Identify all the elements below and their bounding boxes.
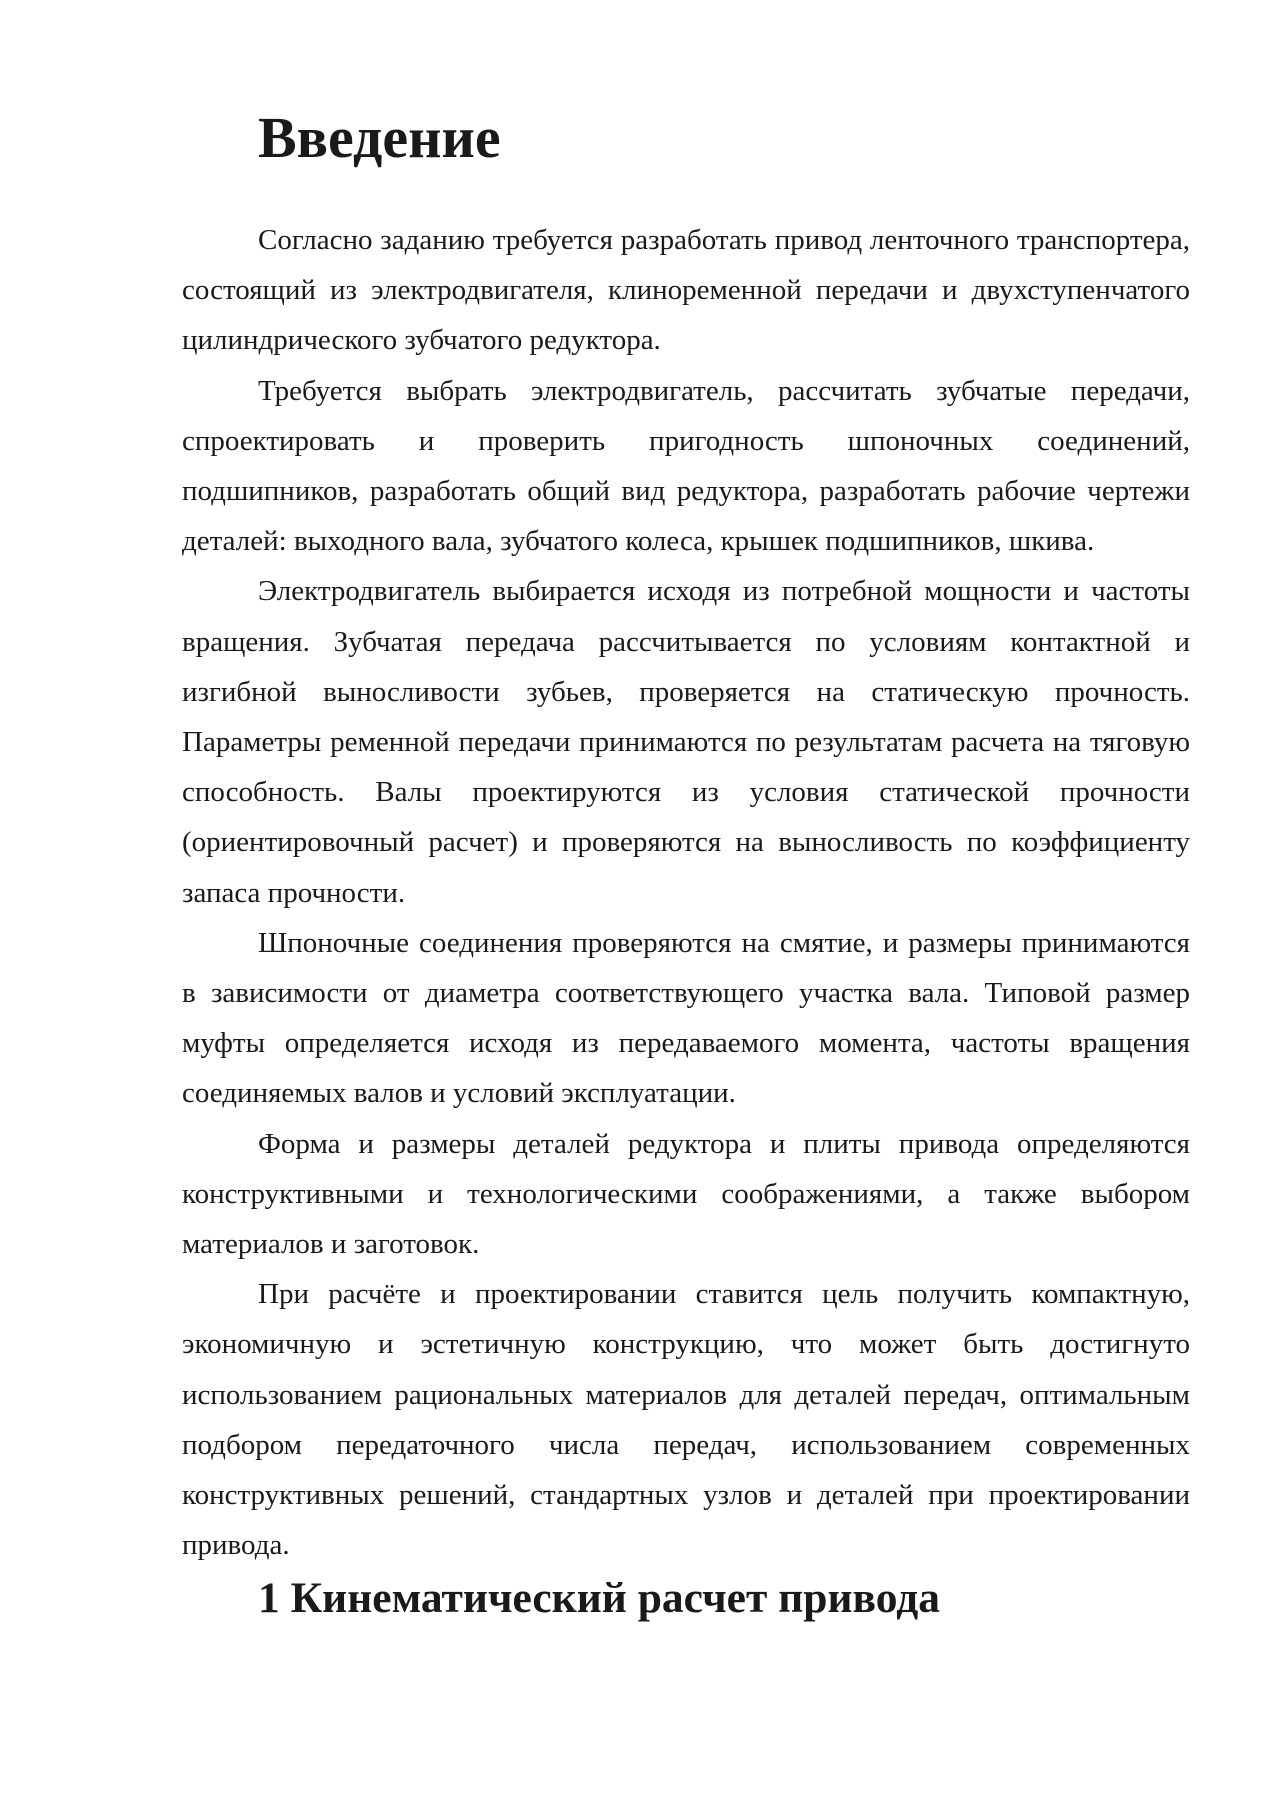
intro-heading: Введение — [258, 105, 501, 170]
paragraph-motor-selection: Электродвигатель выбирается исходя из потребной мощности и частоты вращения. Зубчатая передача рассчитывается по условиям контактной и изгибной выносливости зубьев, проверяется на статическую прочность. Параметры ременной передачи принимаются по результатам расчета на тяговую способность. Валы проектируются из условия статической прочности (ориентировочный расчет) и проверяются на выносливость по коэффициенту запаса прочности. — [182, 575, 1190, 909]
document-body — [182, 105, 1190, 1623]
paragraph-design-goal: При расчёте и проектировании ставится цель получить компактную, экономичную и эстетичную конструкцию, что может быть достигнуто использованием рациональных материалов для деталей передач, оптимальным подбором передаточного числа передач, использованием современных конструктивных решений, стандартных узлов и деталей при проектировании привода. — [182, 1278, 1190, 1562]
paragraph-keyed-joints: Шпоночные соединения проверяются на смятие, и размеры принимаются в зависимости от диаметра соответствующего участка вала. Типовой размер муфты определяется исходя из передаваемого момента, частоты вращения соединяемых валов и условий эксплуатации. — [182, 926, 1190, 1110]
section-heading-kinematic: 1 Кинематический расчет привода — [258, 1574, 940, 1623]
paragraph-requirements: Требуется выбрать электродвигатель, рассчитать зубчатые передачи, спроектировать и проверить пригодность шпоночных соединений, подшипников, разработать общий вид редуктора, разработать рабочие чертежи деталей: выходного вала, зубчатого колеса, крышек подшипников, шкива. — [182, 374, 1190, 558]
paragraph-shape-sizes: Форма и размеры деталей редуктора и плиты привода определяются конструктивными и технологическими соображениями, а также выбором материалов и заготовок. — [182, 1127, 1190, 1261]
paragraph-task: Согласно заданию требуется разработать привод ленточного транспортера, состоящий из электродвигателя, клиноременной передачи и двухступенчатого цилиндрического зубчатого редуктора. — [182, 224, 1190, 357]
